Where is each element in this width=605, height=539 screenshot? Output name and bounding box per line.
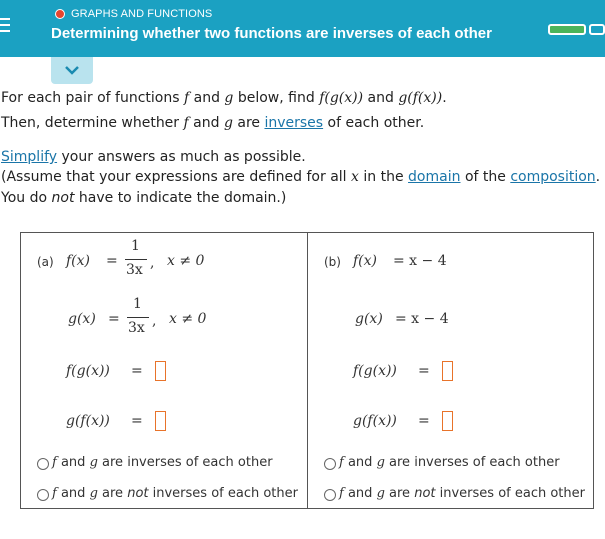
instruction-text: and xyxy=(367,90,394,106)
var-g: g xyxy=(224,90,234,106)
menu-icon[interactable] xyxy=(0,14,14,38)
part-b-g-lhs: g(x) xyxy=(355,311,383,327)
part-a-radio-not-inverses[interactable] xyxy=(37,489,49,501)
equals-sign: = xyxy=(106,253,118,269)
fraction-bar xyxy=(127,317,149,318)
part-b-f-rhs: = x − 4 xyxy=(393,253,447,269)
part-b-fg-answer-input[interactable] xyxy=(442,361,453,381)
part-b-fg-lhs: f(g(x)) xyxy=(353,363,397,379)
column-divider xyxy=(307,232,308,509)
assume-line: (Assume that your expressions are defined for all x in the domain of the composition. xyxy=(1,169,601,185)
progress-bar xyxy=(548,24,605,35)
part-a-radio-inverses[interactable] xyxy=(37,458,49,470)
part-a-g-denominator: 3x xyxy=(128,320,145,336)
part-a-f-lhs: f(x) xyxy=(66,253,91,269)
instruction-line-1: For each pair of functions f and g below, find f(g(x)) and g(f(x)). xyxy=(1,90,447,106)
part-b-gf-lhs: g(f(x)) xyxy=(353,413,397,429)
progress-remaining xyxy=(589,24,605,35)
composition-link[interactable]: composition xyxy=(510,169,596,185)
part-a-fg-answer-input[interactable] xyxy=(155,361,166,381)
equals-sign: = xyxy=(131,363,143,379)
equals-sign: = xyxy=(418,413,430,429)
topic-status-icon xyxy=(55,9,65,19)
part-a-g-numerator: 1 xyxy=(133,296,142,312)
part-a-fg-lhs: f(g(x)) xyxy=(66,363,110,379)
domain-link[interactable]: domain xyxy=(408,169,461,185)
collapse-toggle-button[interactable] xyxy=(51,57,93,84)
header-bar xyxy=(0,0,605,57)
simplify-line: Simplify your answers as much as possible. xyxy=(1,149,306,165)
equals-sign: = xyxy=(131,413,143,429)
page-title: Determining whether two functions are inverses of each other xyxy=(51,25,492,42)
domain-note-line: You do not have to indicate the domain.) xyxy=(1,190,287,206)
part-a-option-not-inverses[interactable]: f and g are not inverses of each other xyxy=(52,486,298,501)
part-b-radio-not-inverses[interactable] xyxy=(324,489,336,501)
part-a-f-numerator: 1 xyxy=(131,238,140,254)
instruction-line-2: Then, determine whether f and g are inverses of each other. xyxy=(1,115,425,131)
instruction-text: and xyxy=(193,90,220,106)
simplify-link[interactable]: Simplify xyxy=(1,149,58,165)
part-a-option-inverses[interactable]: f and g are inverses of each other xyxy=(52,455,273,470)
expr-gfx: g(f(x)) xyxy=(398,90,443,106)
part-b-radio-inverses[interactable] xyxy=(324,458,336,470)
part-a-g-lhs: g(x) xyxy=(68,311,96,327)
chevron-down-icon xyxy=(65,65,79,75)
progress-fill xyxy=(548,24,586,35)
part-b-f-lhs: f(x) xyxy=(353,253,378,269)
part-b-g-rhs: = x − 4 xyxy=(395,311,449,327)
part-a-gf-answer-input[interactable] xyxy=(155,411,166,431)
part-b-gf-answer-input[interactable] xyxy=(442,411,453,431)
part-a-g-restriction: x ≠ 0 xyxy=(169,311,207,327)
inverses-link[interactable]: inverses xyxy=(264,115,324,131)
var-f: f xyxy=(183,90,190,106)
expr-fgx: f(g(x)) xyxy=(319,90,364,106)
part-a-f-denominator: 3x xyxy=(126,262,143,278)
part-a-f-restriction: x ≠ 0 xyxy=(167,253,205,269)
part-b-label: (b) xyxy=(324,255,341,269)
instruction-text: below, find xyxy=(237,90,315,106)
equals-sign: = xyxy=(108,311,120,327)
part-b-option-not-inverses[interactable]: f and g are not inverses of each other xyxy=(339,486,585,501)
part-b-option-inverses[interactable]: f and g are inverses of each other xyxy=(339,455,560,470)
part-a-gf-lhs: g(f(x)) xyxy=(66,413,110,429)
fraction-bar xyxy=(125,259,147,260)
topic-label: GRAPHS AND FUNCTIONS xyxy=(71,8,213,20)
equals-sign: = xyxy=(418,363,430,379)
instruction-text: For each pair of functions xyxy=(1,90,180,106)
part-a-label: (a) xyxy=(37,255,54,269)
